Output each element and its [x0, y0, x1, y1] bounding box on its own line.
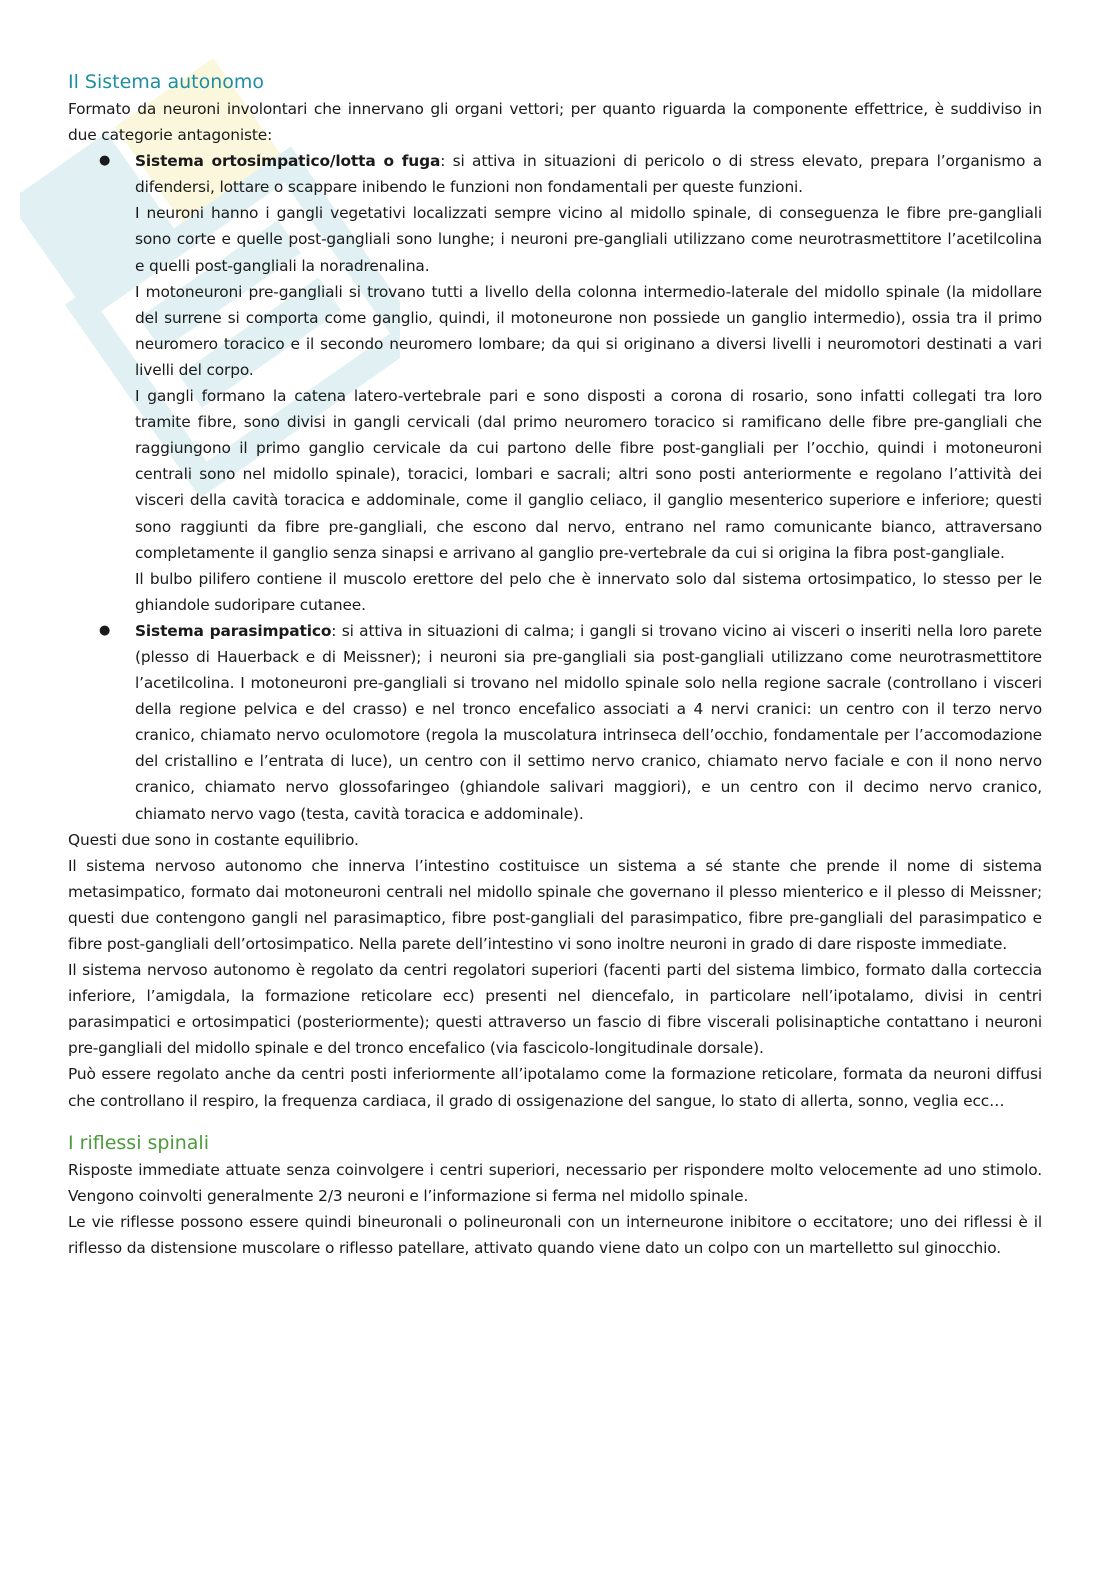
bullet-term: Sistema ortosimpatico/lotta o fuga [135, 152, 441, 171]
section-title-sistema-autonomo: Il Sistema autonomo [68, 71, 265, 93]
bullet-paragraph: Sistema ortosimpatico/lotta o fuga: si attiva in situazioni di pericolo o di stress elevato, prepara l’organismo a difendersi, lottare o scappare inibendo le funzioni non fondamentali per queste funzioni. [135, 152, 1042, 197]
body-paragraph: Risposte immediate attuate senza coinvolgere i centri superiori, necessario per rispondere molto velocemente ad uno stimolo. Vengono coinvolti generalmente 2/3 neuroni e l’informazione si ferma nel midollo spinale. [68, 1160, 1042, 1205]
body-paragraph: Le vie riflesse possono essere quindi bineuronali o polineuronali con un interneurone inibitore o eccitatore; uno dei riflessi è il riflesso da distensione muscolare o riflesso patellare, attivato quando viene dato un colpo con un martelletto sul ginocchio. [68, 1212, 1042, 1257]
bullet-paragraph: I neuroni hanno i gangli vegetativi localizzati sempre vicino al midollo spinale, di conseguenza le fibre pre-gangliali sono corte e quelle post-gangliali sono lunghe; i neuroni pre-gangliali utilizzano come neurotrasmettitore l’acetilcolina e quelli post-gangliali la noradrenalina. [135, 204, 1042, 275]
body-paragraph: Può essere regolato anche da centri posti inferiormente all’ipotalamo come la formazione reticolare, formata da neuroni diffusi che controllano il respiro, la frequenza cardiaca, il grado di ossigenazione del sangue, lo stato di allerta, sonno, veglia ecc… [68, 1065, 1042, 1110]
bullet-list [68, 148, 1042, 826]
document-page [68, 68, 1042, 1261]
body-paragraph: Il sistema nervoso autonomo che innerva l’intestino costituisce un sistema a sé stante che prende il nome di sistema metasimpatico, formato dai motoneuroni centrali nel midollo spinale che governano il plesso mienterico e il plesso di Meissner; questi due contengono gangli nel parasimaptico, fibre post-gangliali del parasimpatico, fibre pre-gangliali del parasimpatico e fibre post-gangliali dell’ortosimpatico. Nella parete dell’intestino vi sono inoltre neuroni in grado di dare risposte immediate. [68, 856, 1042, 953]
bullet-paragraph: I motoneuroni pre-gangliali si trovano tutti a livello della colonna intermedio-laterale del midollo spinale (la midollare del surrene si comporta come ganglio, quindi, il motoneurone non possiede un ganglio intermedio), ossia tra il primo neuromero toracico e il secondo neuromero lombare; da qui si originano a diversi livelli i neuromotori destinati a vari livelli del corpo. [135, 282, 1042, 379]
body-paragraph: Questi due sono in costante equilibrio. [68, 830, 359, 849]
bullet-term: Sistema parasimpatico [135, 621, 332, 640]
bullet-paragraph: Sistema parasimpatico: si attiva in situazioni di calma; i gangli si trovano vicino ai visceri o inseriti nella loro parete (plesso di Hauerback e di Meissner); i neuroni sia pre-gangliali sia post-gangliali utilizzano come neurotrasmettitore l’acetilcolina. I motoneuroni pre-gangliali si trovano nel midollo spinale solo nella regione sacrale (controllano i visceri della regione pelvica e del crasso) e nel tronco encefalico associati a 4 nervi cranici: un centro con il terzo nervo cranico, chiamato nervo oculomotore (regola la muscolatura intrinseca dell’occhio, fondamentale per l’accomodazione del cristallino e l’entrata di luce), un centro con il settimo nervo cranico, chiamato nervo faciale e con il nono nervo cranico, chiamato nervo glossofaringeo (ghiandole salivari maggiori), e un centro con il decimo nervo cranico, chiamato nervo vago (testa, cavità toracica e addominale). [135, 621, 1042, 823]
list-item-parasimpatico [68, 618, 1042, 827]
list-item-ortosimpatico [68, 148, 1042, 618]
bullet-dot: ● [99, 153, 111, 169]
section-intro: Formato da neuroni involontari che innervano gli organi vettori; per quanto riguarda la componente effettrice, è suddiviso in due categorie antagoniste: [68, 100, 1042, 145]
bullet-paragraph: I gangli formano la catena latero-vertebrale pari e sono disposti a corona di rosario, sono infatti collegati tra loro tramite fibre, sono divisi in gangli cervicali (dal primo neuromero toracico si ramificano delle fibre pre-gangliali che raggiungono il primo ganglio cervicale da cui partono delle fibre post-gangliali per l’occhio, quindi i motoneuroni centrali sono nel midollo spinale), toracici, lombari e sacrali; altri sono posti anteriormente e regolano l’attività dei visceri della cavità toracica e addominale, come il ganglio celiaco, il ganglio mesenterico superiore e inferiore; questi sono raggiunti da fibre pre-gangliali, che escono dal nervo, entrano nel ramo comunicante bianco, attraversano completamente il ganglio senza sinapsi e arrivano al ganglio pre-vertebrale da cui si origina la fibra post-gangliale. [135, 387, 1042, 562]
bullet-paragraph: Il bulbo pilifero contiene il muscolo erettore del pelo che è innervato solo dal sistema ortosimpatico, lo stesso per le ghiandole sudoripare cutanee. [135, 569, 1042, 614]
body-paragraph: Il sistema nervoso autonomo è regolato da centri regolatori superiori (facenti parti del sistema limbico, formato dalla corteccia inferiore, l’amigdala, la formazione reticolare ecc) presenti nel diencefalo, in particolare nell’ipotalamo, divisi in centri parasimpatici e ortosimpatici (posteriormente); questi attraverso un fascio di fibre viscerali polisinaptiche contattano i neuroni pre-gangliali del midollo spinale e del tronco encefalico (via fascicolo-longitudinale dorsale). [68, 961, 1042, 1058]
section-title-riflessi-spinali: I riflessi spinali [68, 1131, 209, 1154]
bullet-dot: ● [99, 622, 111, 638]
